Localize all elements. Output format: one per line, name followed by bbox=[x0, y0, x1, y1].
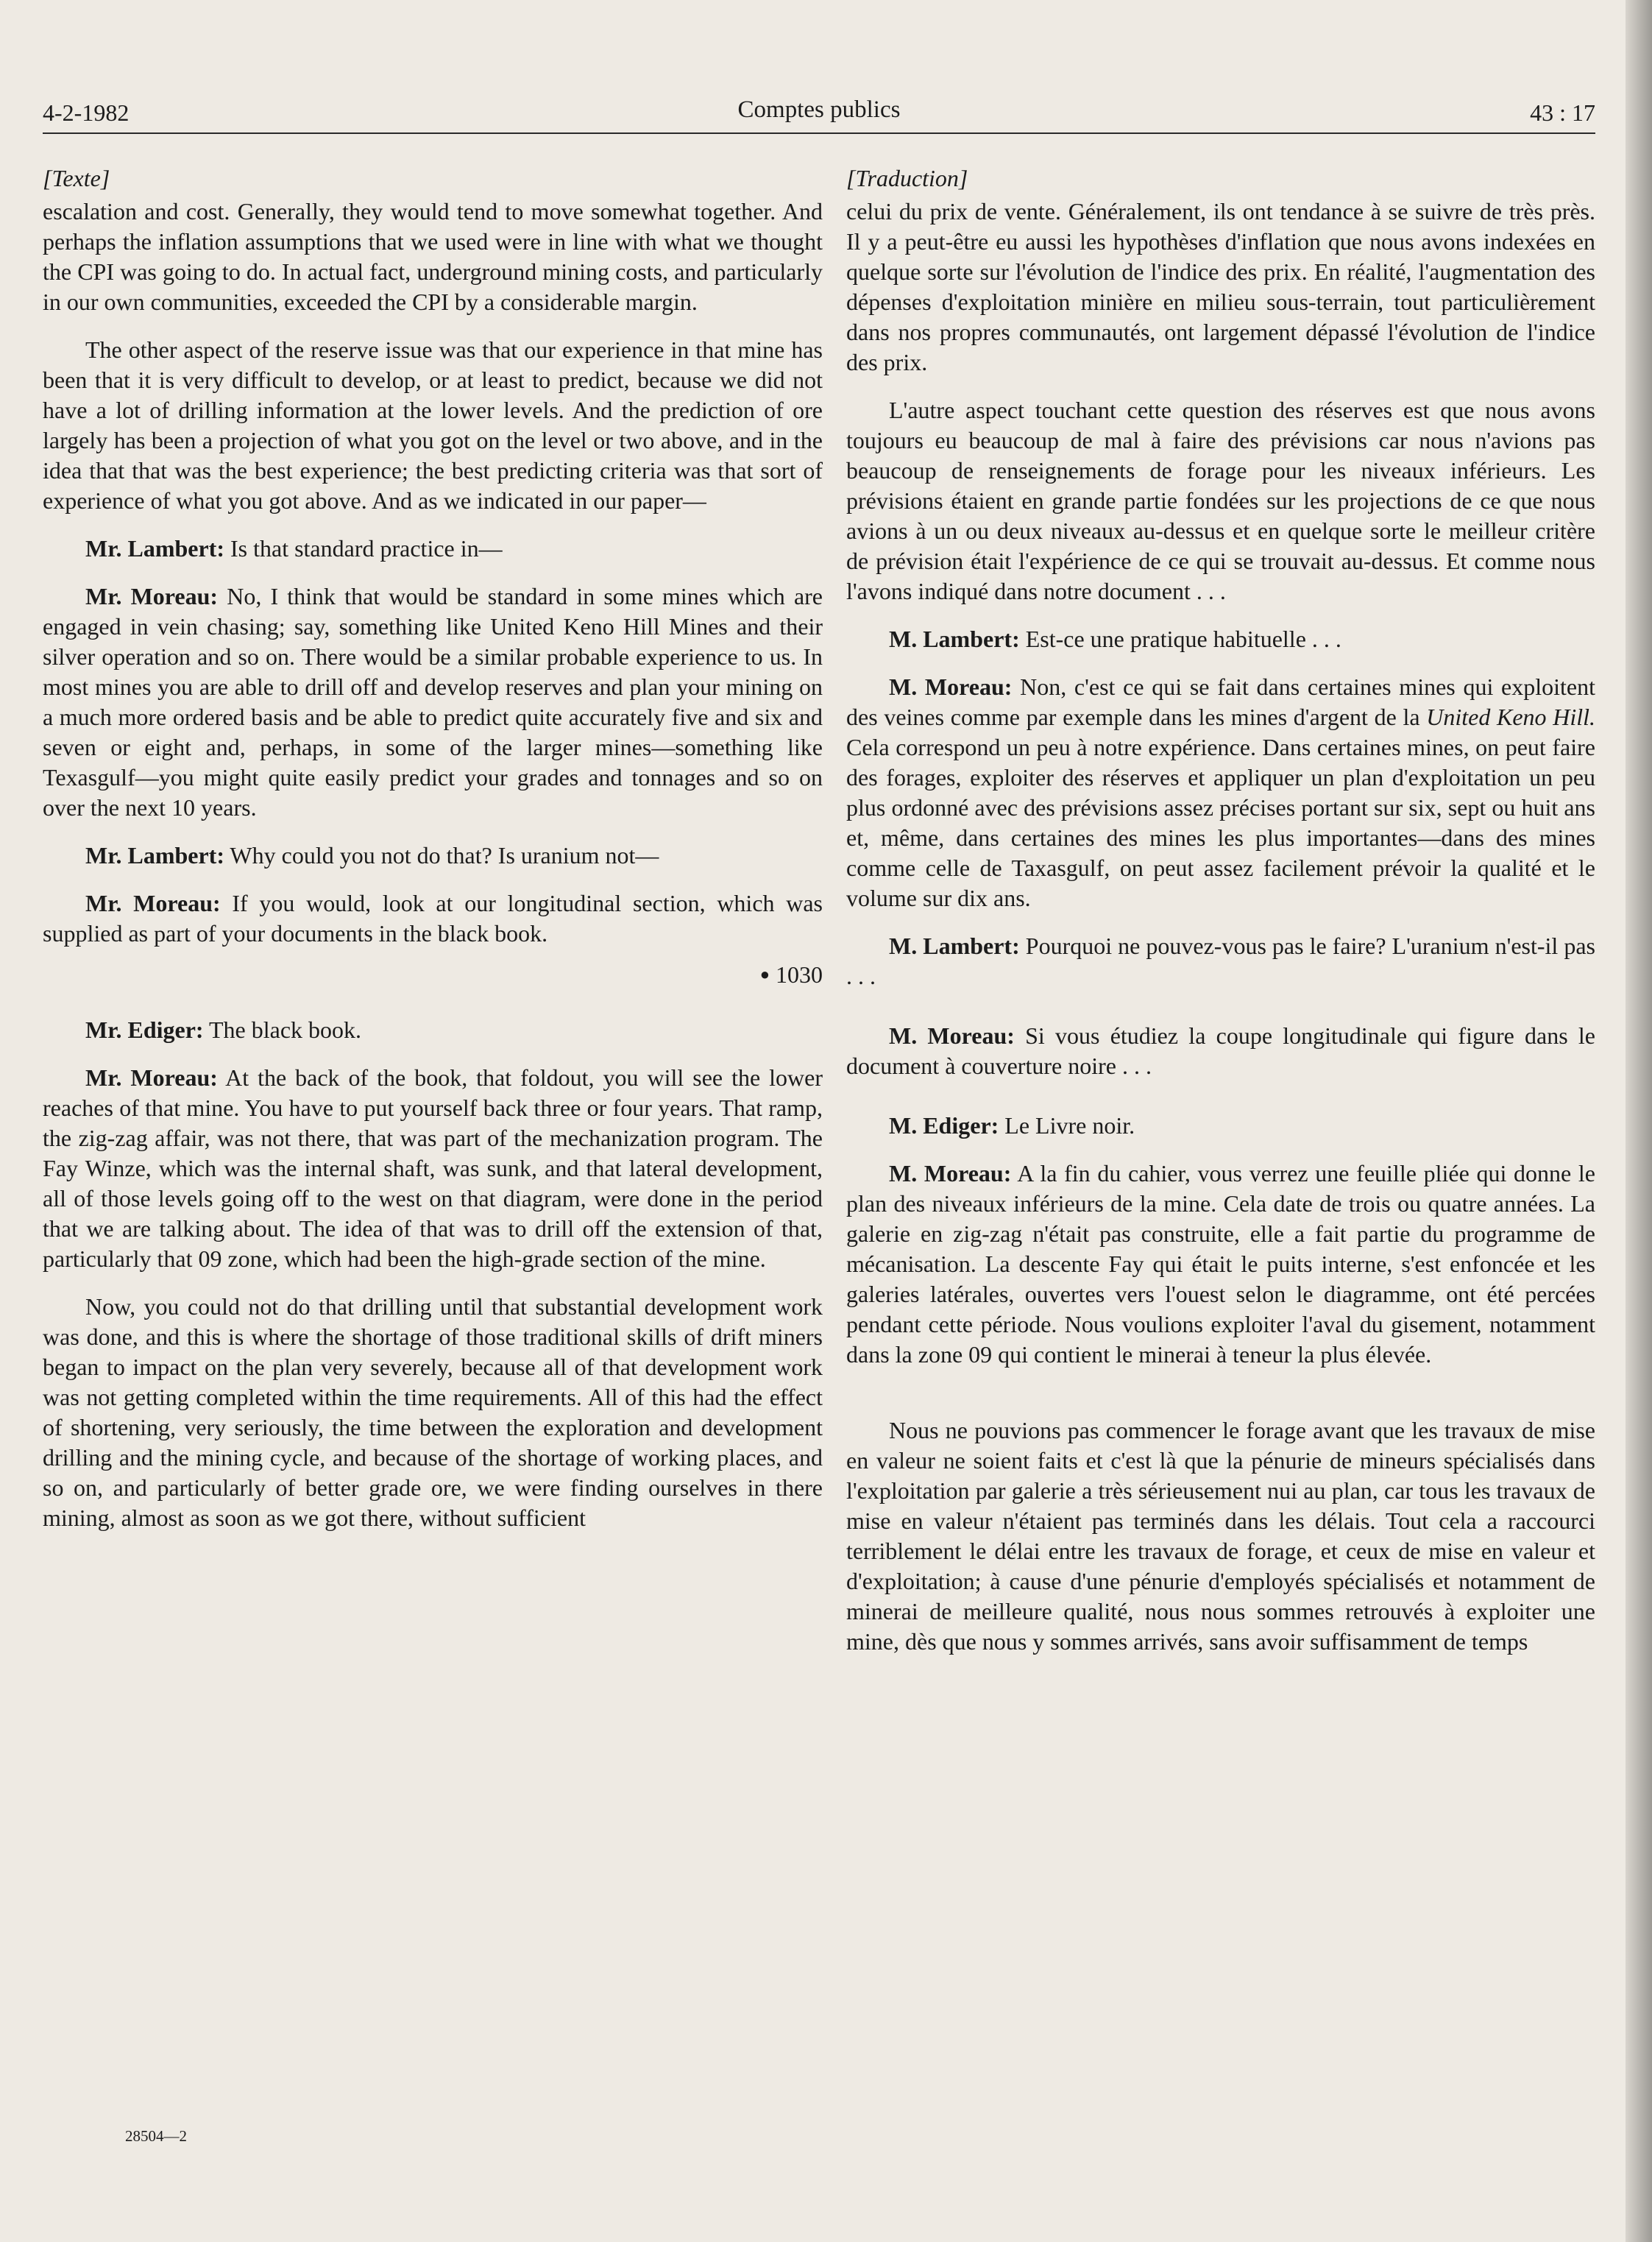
speech: M. Ediger: Le Livre noir. bbox=[889, 1112, 1135, 1139]
speech: M. Lambert: Pourquoi ne pouvez-vous pas le faire? L'uranium n'est-il pas . . . bbox=[846, 933, 1596, 989]
language-label: [Traduction] bbox=[846, 165, 968, 191]
speaker-name: M. Moreau: bbox=[889, 1022, 1015, 1049]
speaker-name: M. Moreau: bbox=[889, 1160, 1012, 1187]
english-column bbox=[43, 163, 823, 1551]
paragraph: L'autre aspect touchant cette question des réserves est que nous avons toujours eu beaucoup de mal à faire des prévisions car nous n'avions pas beaucoup de renseignements de forage pour les niveaux inférieurs. Les prévisions étaient en grande partie fondées sur les projections de ce que nous avions à un ou deux niveaux au-dessus et en quelque sorte le meilleur critère de prévision était l'expérience de ce qui se trouvait au-dessus. Et comme nous l'avons indiqué dans notre document . . . bbox=[846, 397, 1595, 604]
language-label: [Texte] bbox=[43, 165, 110, 191]
speech: Mr. Lambert: Is that standard practice in— bbox=[85, 535, 503, 562]
speaker-name: M. Lambert: bbox=[889, 626, 1020, 652]
header-page-number: 43 : 17 bbox=[1530, 99, 1595, 126]
paragraph: escalation and cost. Generally, they would tend to move somewhat together. And perhaps the inflation assumptions that we used were in line with what we thought the CPI was going to do. In actual fact, underground mining costs, and particularly in our own communities, exceeded the CPI by a considerable margin. bbox=[43, 198, 823, 315]
paragraph: celui du prix de vente. Généralement, ils ont tendance à se suivre de très près. Il y a peut-être eu aussi les hypothèses d'inflation que nous avons indexées en quelque sorte sur l'évolution de l'indice des prix. En réalité, l'augmentation des dépenses d'exploitation minière en milieu sous-terrain, tout particulièrement dans nos propres communautés, ont largement dépassé l'évolution de l'indice des prix. bbox=[846, 198, 1595, 375]
header-date: 4-2-1982 bbox=[43, 99, 130, 126]
footer-code: 28504—2 bbox=[125, 2127, 187, 2145]
speech: M. Moreau: Non, c'est ce qui se fait dans certaines mines qui exploitent des veines comme par exemple dans les mines d'argent de la United Keno Hill. Cela correspond un peu à notre expérience. Dans certaines mines, on peut faire des forages, exploiter des réserves et appliquer un plan d'exploitation un peu plus ordonné avec des prévisions assez précises portant sur six, sept ou huit ans et, même, dans certaines des mines les plus importantes—dans des mines comme celle de Taxasgulf, on peut assez facilement prévoir la qualité et le volume sur dix ans. bbox=[846, 673, 1596, 911]
speaker-name: Mr. Lambert: bbox=[85, 842, 224, 869]
speech: Mr. Ediger: The black book. bbox=[85, 1016, 362, 1043]
speaker-name: Mr. Ediger: bbox=[85, 1016, 204, 1043]
speaker-name: M. Lambert: bbox=[889, 933, 1020, 959]
running-header bbox=[43, 87, 1595, 134]
speaker-name: Mr. Moreau: bbox=[85, 583, 219, 609]
speaker-name: M. Ediger: bbox=[889, 1112, 999, 1139]
speech: M. Moreau: A la fin du cahier, vous verrez une feuille pliée qui donne le plan des niveaux inférieurs de la mine. Cela date de trois ou quatre années. La galerie en zig-zag n'était pas construite, elle a fait partie du programme de mécanisation. La descente Fay qui était le puits interne, s'est enfoncée et les galeries latérales, ouvertes vers l'ouest selon le diagramme, ont été percées pendant cette période. Nous voulions exploiter l'aval du gisement, notamment dans la zone 09 qui contient le minerai à teneur la plus élevée. bbox=[846, 1160, 1596, 1368]
speech: M. Moreau: Si vous étudiez la coupe longitudinale qui figure dans le document à couverture noire . . . bbox=[846, 1022, 1596, 1079]
time-marker: ● 1030 bbox=[759, 961, 823, 988]
bullet-icon: ● bbox=[759, 965, 770, 983]
speech: Mr. Lambert: Why could you not do that? Is uranium not— bbox=[85, 842, 659, 869]
paragraph: The other aspect of the reserve issue was that our experience in that mine has been that it is very difficult to develop, or at least to predict, because we did not have a lot of drilling information at the lower levels. And the prediction of ore largely has been a projection of what you got on the level or two above, and in the idea that that was the best experience; the best predicting criteria was that sort of experience of what you got above. And as we indicated in our paper— bbox=[43, 336, 823, 514]
paragraph: Now, you could not do that drilling until that substantial development work was done, and this is where the shortage of those traditional skills of drift miners began to impact on the plan very severely, because all of that development work was not getting completed within the time requirements. All of this had the effect of shortening, very seriously, the time between the exploration and development drilling and the mining cycle, and because of the shortage of working places, and so on, and particularly of better grade ore, we were finding ourselves in there mining, almost as soon as we got there, without sufficient bbox=[43, 1293, 823, 1531]
french-column bbox=[846, 163, 1595, 1675]
page-edge bbox=[1626, 0, 1652, 2242]
speech: Mr. Moreau: No, I think that would be standard in some mines which are engaged in vein chasing; say, something like United Keno Hill Mines and their silver operation and so on. There would be a similar probable experience to us. In most mines you are able to drill off and develop reserves and plan your mining on a much more ordered basis and be able to predict quite accurately five and six and seven or eight and, perhaps, in some of the larger mines—something like Texasgulf—you might quite easily predict your grades and tonnages and so on over the next 10 years. bbox=[43, 583, 823, 821]
speaker-name: M. Moreau: bbox=[889, 673, 1013, 700]
speech: Mr. Moreau: At the back of the book, that foldout, you will see the lower reaches of that mine. You have to put yourself back three or four years. That ramp, the zig-zag affair, was not there, that was part of the mechanization program. The Fay Winze, which was the internal shaft, was sunk, and that lateral development, all of those levels going off to the west on that diagram, were done in the period that we are talking about. The idea of that was to drill off the extension of that, particularly that 09 zone, which had been the high-grade section of the mine. bbox=[43, 1064, 823, 1272]
speech: M. Lambert: Est-ce une pratique habituelle . . . bbox=[889, 626, 1341, 652]
paragraph: Nous ne pouvions pas commencer le forage avant que les travaux de mise en valeur ne soient faits et c'est là que la pénurie de mineurs spécialisés dans l'exploitation par galerie a très sérieusement nui au plan, car tous les travaux de mise en valeur n'étaient pas terminés dans les délais. Tout cela a raccourci terriblement le délai entre les travaux de forage, et ceux de mise en valeur et d'exploitation; à cause d'une pénurie d'employés spécialisés et notamment de minerai de meilleure qualité, nous nous sommes retrouvés à exploiter une mine, dès que nous y sommes arrivés, sans avoir suffisamment de temps bbox=[846, 1417, 1595, 1655]
speaker-name: Mr. Moreau: bbox=[85, 890, 221, 916]
header-title: Comptes publics bbox=[737, 96, 901, 123]
speech: Mr. Moreau: If you would, look at our longitudinal section, which was supplied as part of your documents in the black book. bbox=[43, 890, 823, 947]
speaker-name: Mr. Lambert: bbox=[85, 535, 224, 562]
speaker-name: Mr. Moreau: bbox=[85, 1064, 218, 1091]
